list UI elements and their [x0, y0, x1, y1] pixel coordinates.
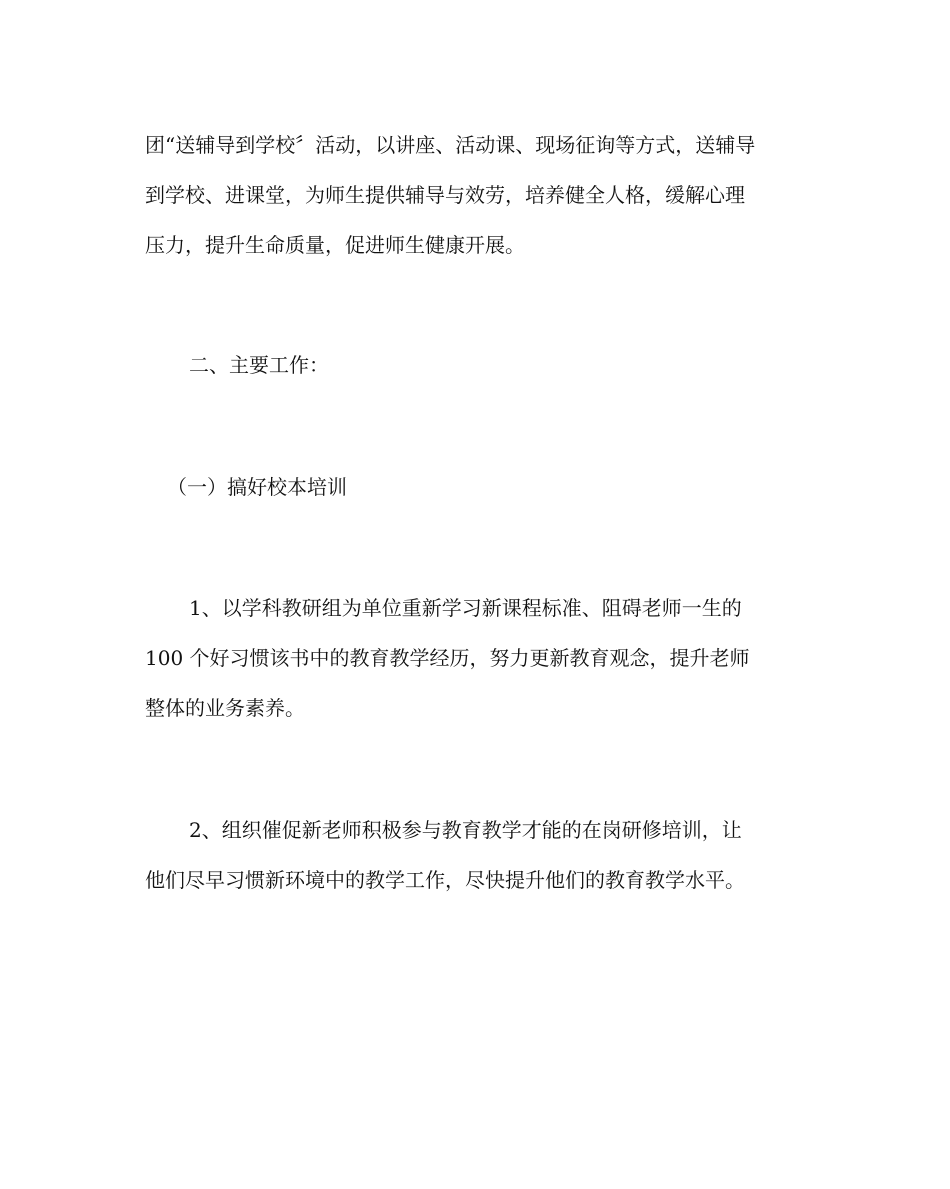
intro-line-3: 压力，提升生命质量，促进师生健康开展。 — [145, 233, 525, 257]
item-1-line-1: 1、以学科教研组为单位重新学习新课程标准、阻碍老师一生的 — [189, 596, 742, 620]
intro-paragraph — [145, 120, 810, 270]
intro-line-2: 到学校、进课堂，为师生提供辅导与效劳，培养健全人格，缓解心理 — [145, 183, 745, 207]
intro-line-1: 团“送辅导到学校〞活动，以讲座、活动课、现场征询等方式，送辅导 — [145, 133, 756, 157]
main-work-heading — [145, 340, 810, 390]
item-1-paragraph — [145, 583, 810, 733]
item-1-line-2: 100 个好习惯该书中的教育教学经历，努力更新教育观念，提升老师 — [145, 646, 750, 670]
item-1-line-3: 整体的业务素养。 — [145, 696, 305, 720]
item-2-line-2: 他们尽早习惯新环境中的教学工作，尽快提升他们的教育教学水平。 — [145, 868, 745, 892]
main-work-heading-text: 二、主要工作： — [189, 353, 329, 377]
item-2-line-1: 2、组织催促新老师积极参与教育教学才能的在岗研修培训，让 — [189, 818, 742, 842]
subheading-school-training-text: （一）搞好校本培训 — [167, 475, 347, 499]
item-2-paragraph — [145, 805, 810, 905]
subheading-school-training — [145, 462, 810, 512]
